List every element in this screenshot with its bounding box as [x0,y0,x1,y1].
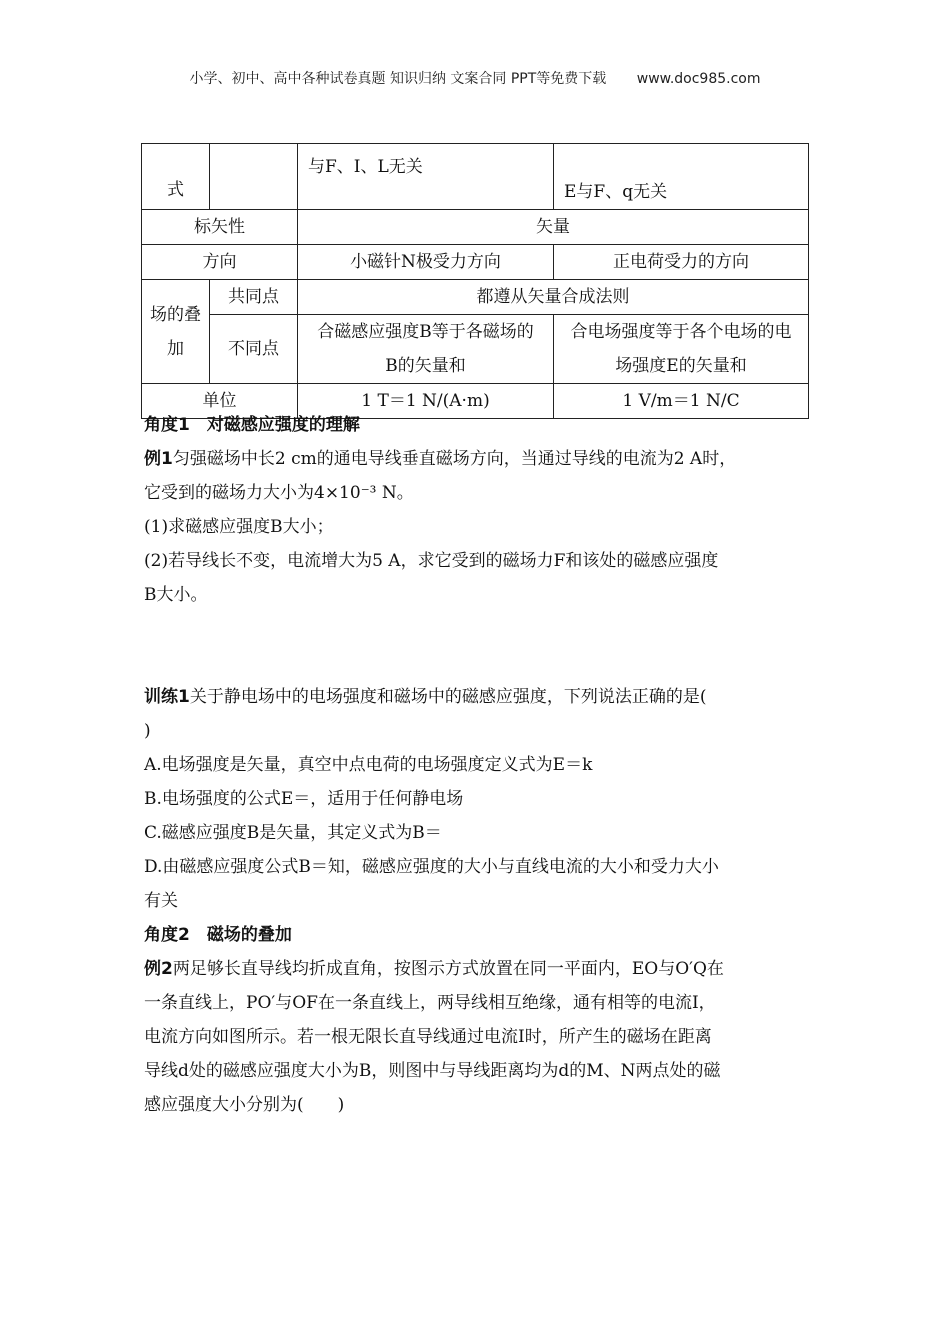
table-row [142,210,809,245]
example-line: 导线d处的磁感应强度大小为B，则图中与导线距离均为d的M、N两点处的磁 [144,1061,721,1081]
page-header [0,68,950,88]
table-row [142,144,809,210]
header-site: www.doc985.com [636,71,761,87]
section-heading: 角度1 对磁感应强度的理解 [144,415,360,435]
training-stem: 关于静电场中的电场强度和磁场中的磁感应强度，下列说法正确的是( [189,687,707,707]
row-label: 单位 [142,384,298,419]
example-text: 两足够长直导线均折成直角，按图示方式放置在同一平面内，EO与O′Q在 [172,959,724,979]
question-line: (2)若导线长不变，电流增大为5 A，求它受到的磁场力F和该处的磁感应强度 [144,551,719,571]
training-label: 训练1 [144,687,190,707]
example-text: 匀强磁场中长2 cm的通电导线垂直磁场方向，当通过导线的电流为2 A时， [172,449,737,469]
question-line: (1)求磁感应强度B大小； [144,517,334,537]
table-row [142,315,809,384]
option-a: A.电场强度是矢量，真空中点电荷的电场强度定义式为E＝k [144,755,593,775]
option-b: B.电场强度的公式E＝，适用于任何静电场 [144,789,464,809]
document-body [144,408,814,1122]
option-d: 有关 [144,891,178,911]
electric-formula-note: E与F、q无关 [554,144,809,210]
electric-superposition: 合电场强度等于各个电场的电场强度E的矢量和 [554,315,809,384]
example-line: 感应强度大小分别为( ) [144,1095,345,1115]
electric-unit: 1 V/m＝1 N/C [554,384,809,419]
magnetic-formula-note: 与F、I、L无关 [298,144,554,210]
common-label: 共同点 [210,280,298,315]
row-label: 方向 [142,245,298,280]
superposition-label: 场的叠加 [142,280,210,384]
header-text: 小学、初中、高中各种试卷真题 知识归纳 文案合同 PPT等免费下载 [189,71,607,87]
common-value: 都遵从矢量合成法则 [298,280,809,315]
training-line: ) [144,721,151,741]
example-line: 电流方向如图所示。若一根无限长直导线通过电流I时，所产生的磁场在距离 [144,1027,712,1047]
difference-label: 不同点 [210,315,298,384]
row-value: 矢量 [298,210,809,245]
spacer [144,612,814,680]
example-line [144,952,814,986]
question-line: B大小。 [144,585,208,605]
formula-label-cell: 式 [142,144,210,210]
empty-cell [210,144,298,210]
table-row [142,280,809,315]
example-line [144,442,814,476]
magnetic-superposition: 合磁感应强度B等于各磁场的B的矢量和 [298,315,554,384]
electric-direction: 正电荷受力的方向 [554,245,809,280]
training-line [144,680,814,714]
section-heading: 角度2 磁场的叠加 [144,925,292,945]
row-label: 标矢性 [142,210,298,245]
option-c: C.磁感应强度B是矢量，其定义式为B＝ [144,823,442,843]
table-row [142,245,809,280]
example-label: 例2 [144,959,173,979]
magnetic-unit: 1 T＝1 N/(A·m) [298,384,554,419]
example-label: 例1 [144,449,173,469]
example-line: 一条直线上，PO′与OF在一条直线上，两导线相互绝缘，通有相等的电流I， [144,993,716,1013]
example-line: 它受到的磁场力大小为4×10⁻³ N。 [144,483,414,503]
comparison-table [141,143,809,419]
option-d: D.由磁感应强度公式B＝知，磁感应强度的大小与直线电流的大小和受力大小 [144,857,719,877]
magnetic-direction: 小磁针N极受力方向 [298,245,554,280]
